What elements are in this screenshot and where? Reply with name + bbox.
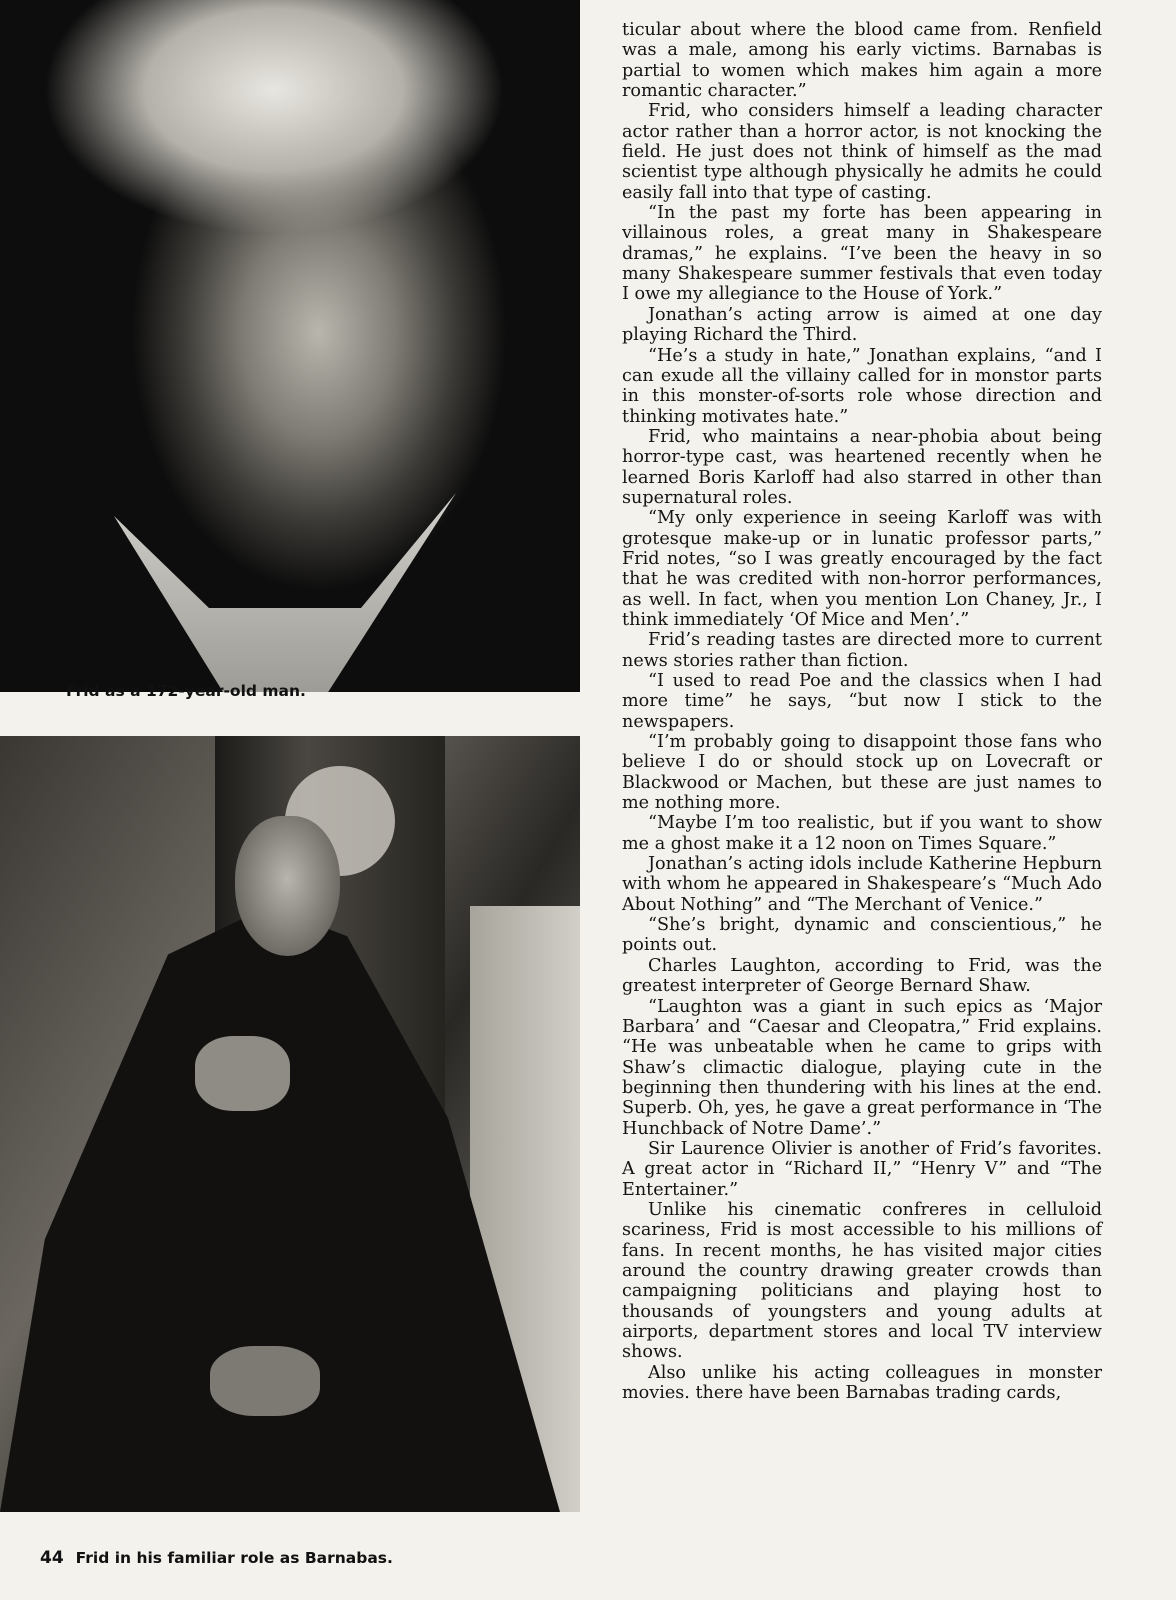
article-paragraph: “In the past my forte has been appearing in villainous roles, a great many in Shakespeare dramas,” he explains. “I’ve been the heavy in so many Shakespeare summer festivals that even today I owe my allegiance to the House of York.” [622,203,1102,305]
article-paragraph: “She’s bright, dynamic and conscientious,” he points out. [622,915,1102,956]
article-paragraph: Unlike his cinematic confreres in celluloid scariness, Frid is most accessible to his millions of fans. In recent months, he has visited major cities around the country drawing greater crowds than campaigning politicians and playing host to thousands of youngsters and young adults at airports, department stores and local TV interview shows. [622,1199,1102,1363]
photo-detail-hand [195,1036,290,1111]
article-paragraph: “I’m probably going to disappoint those fans who believe I do or should stock up on Lovecraft or Blackwood or Machen, but these are just names to me nothing more. [622,732,1102,814]
photo-detail-hair [40,0,560,300]
caption-barnabas-text: Frid in his familiar role as Barnabas. [75,1549,393,1567]
article-paragraph: Charles Laughton, according to Frid, was the greatest interpreter of George Bernard Shaw. [622,955,1102,997]
caption-old-man: Frid as a 172-year-old man. [66,682,306,700]
article-paragraph: Frid, who maintains a near-phobia about being horror-type cast, was heartened recently when he learned Boris Karloff had also starred in other than supernatural roles. [622,426,1102,508]
article-paragraph: “I used to read Poe and the classics when I had more time” he says, “but now I stick to the newspapers. [622,671,1102,732]
photo-barnabas [0,736,580,1512]
article-paragraph: Also unlike his acting colleagues in monster movies. there have been Barnabas trading cards, [622,1362,1102,1404]
article-paragraph: Jonathan’s acting arrow is aimed at one day playing Richard the Third. [622,304,1102,346]
article-paragraph: Sir Laurence Olivier is another of Frid’s favorites. A great actor in “Richard II,” “Henry V” and “The Entertainer.” [622,1138,1102,1200]
article-column [622,20,1102,1403]
photo-detail-collar [95,470,475,692]
photo-detail-hand-lower [210,1346,320,1416]
photo-old-man [0,0,580,692]
article-paragraph: “My only experience in seeing Karloff was with grotesque make-up or in lunatic professor parts,” Frid notes, “so I was greatly encouraged by the fact that he was credited with non-horror performances, as well. In fact, when you mention Lon Chaney, Jr., I think immediately ‘Of Mice and Men’.” [622,508,1102,630]
article-paragraph: ticular about where the blood came from. Renfield was a male, among his early victims. Barnabas is partial to women which makes him again a more romantic character.” [622,20,1102,102]
caption-barnabas [40,1548,393,1568]
article-paragraph: Frid, who considers himself a leading character actor rather than a horror actor, is not knocking the field. He just does not think of himself as the mad scientist type although physically he admits he could easily fall into that type of casting. [622,101,1102,203]
article-paragraph: “Laughton was a giant in such epics as ‘Major Barbara’ and “Caesar and Cleopatra,” Frid explains. “He was unbeatable when he came to grips with Shaw’s climactic dialogue, playing cute in the beginning then thundering with his lines at the end. Superb. Oh, yes, he gave a great performance in ‘The Hunchback of Notre Dame’.” [622,996,1102,1139]
article-paragraph: “He’s a study in hate,” Jonathan explains, “and I can exude all the villainy called for in monstor parts in this monster-of-sorts role whose direction and thinking motivates hate.” [622,345,1102,427]
article-paragraph: “Maybe I’m too realistic, but if you want to show me a ghost make it a 12 noon on Times Square.” [622,813,1102,854]
article-paragraph: Jonathan’s acting idols include Katherine Hepburn with whom he appeared in Shakespeare’s “Much Ado About Nothing” and “The Merchant of Venice.” [622,854,1102,915]
article-paragraph: Frid’s reading tastes are directed more to current news stories rather than fiction. [622,630,1102,671]
page-number: 44 [40,1548,64,1568]
photo-detail-face [235,816,340,956]
